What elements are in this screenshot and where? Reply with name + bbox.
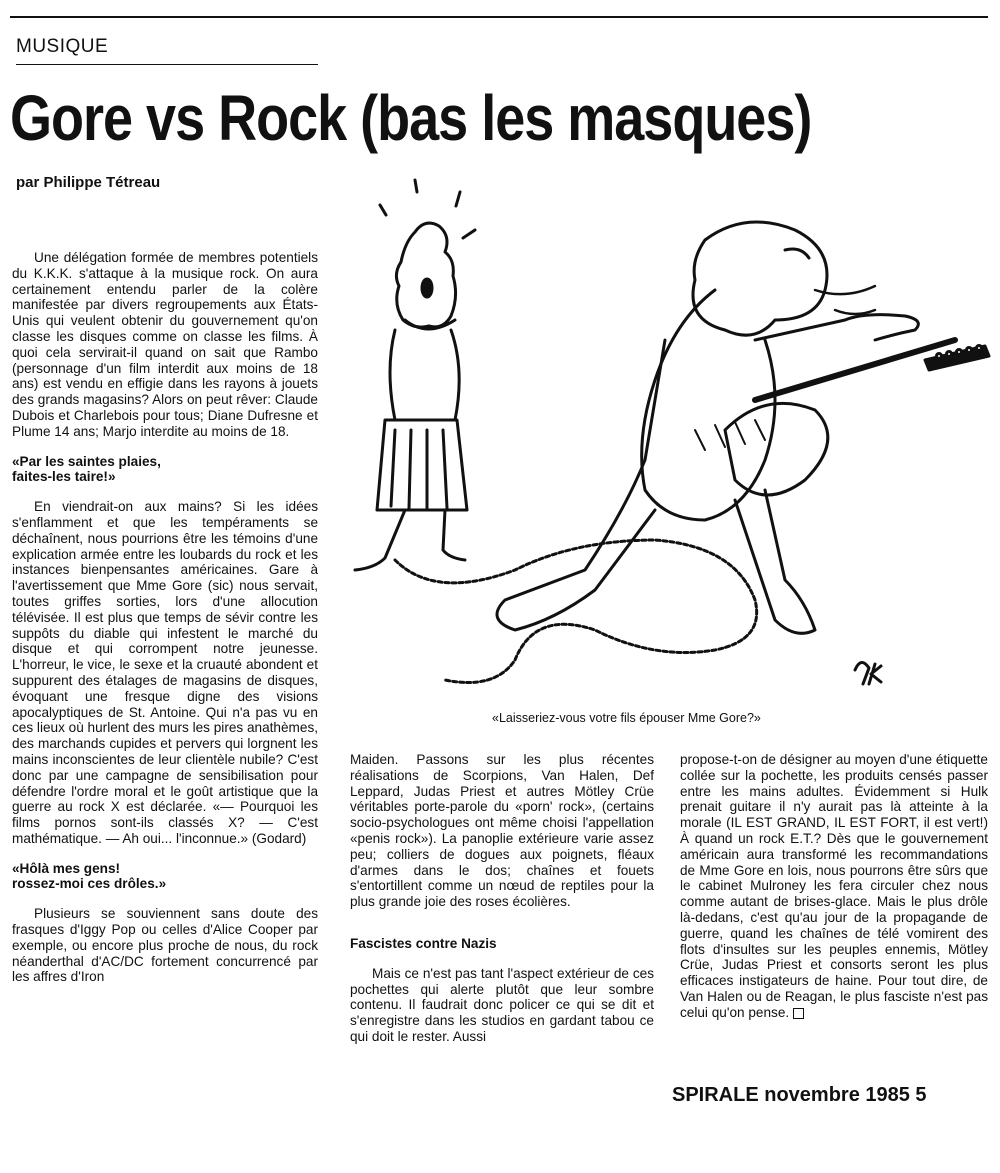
top-rule — [10, 16, 988, 18]
article-title: Gore vs Rock (bas les masques) — [10, 83, 812, 154]
signature-mark — [855, 662, 881, 684]
subheading-line: «Par les saintes plaies, — [12, 453, 161, 469]
shock-mark — [463, 230, 475, 238]
subheading-line: faites-les taire!» — [12, 469, 116, 485]
subheading-line: «Hôlà mes gens! — [12, 860, 121, 876]
paragraph — [680, 752, 988, 1021]
byline: par Philippe Tétreau — [16, 174, 161, 191]
paragraph: Plusieurs se souviennent sans doute des frasques d'Iggy Pop ou celles d'Alice Cooper par exemple, ou encore plus proche de nous, du rock néanderthal d'AC/DC fortement concurrencé par les affres d'Iron — [12, 906, 318, 985]
subheading: Fascistes contre Nazis — [350, 935, 497, 951]
subheading — [12, 454, 318, 486]
paragraph: Maiden. Passons sur les plus récentes réalisations de Scorpions, Van Halen, Def Leppard, Judas Priest et autres Mötley Crüe véritables porte-parole du «porn' rock», (certains socio-psychologues ont même choisi l'appellation «penis rock»). La panoplie extérieure varie assez peu; colliers de dogues aux poignets, fléaux d'armes dans le dos; chaînes et fouets s'entortillent comme un nœud de reptiles pour la plus grande joie des roses écolières. — [350, 752, 654, 910]
section-label: MUSIQUE — [16, 36, 109, 57]
shock-mark — [415, 180, 417, 192]
article-column-3 — [680, 752, 988, 1021]
article-column-1 — [12, 250, 318, 985]
subheading — [12, 861, 318, 893]
cartoon-illustration — [335, 170, 995, 710]
subheading-line: rossez-moi ces drôles.» — [12, 876, 167, 892]
rocker-figure — [497, 222, 989, 633]
dress-tail — [395, 540, 757, 683]
paragraph: Une délégation formée de membres potentiels du K.K.K. s'attaque à la musique rock. On aura certainement entendu parler de la colère manifestée par divers regroupements aux États-Unis qui veulent obtenir du gouvernement qu'on classe les disques comme on classe les films. À quoi cela servirait-il quand on sait que Rambo (personnage d'un film interdit aux moins de 18 ans) est vendu en effigie dans les rayons à jouets des grands magasins? Alors on peut rêver: Claude Dubois et Charlebois pour tous; Diane Dufresne et Plume 14 ans; Marjo interdite au moins de 18. — [12, 250, 318, 439]
article-column-2 — [350, 752, 654, 1045]
end-mark-icon — [793, 1008, 804, 1019]
shock-mark — [456, 192, 460, 206]
paragraph-text: propose-t-on de désigner au moyen d'une étiquette collée sur la pochette, les produits censés passer entre les mains adultes. Évidemment si Hulk prenait guitare il n'y aurait pas là atteinte à la morale (IL EST GRAND, IL EST FORT, il est vert!) À quand un rock E.T.? Dès que le gouvernement américain aura transformé les recommandations de Mme Gore en lois, nous pourrons être sûrs que le cabinet Mulroney les fera circuler chez nous comme autant de brises-glace. Mais le plus drôle là-dedans, c'est qu'au jour de la propagande de guerre, quand les chaînes de télé vomirent des flots d'insultes sur les peuples ennemis, Mötley Crüe, Judas Priest et consorts seront les plus efficaces instigateurs de haine. Pour tout dire, de Van Halen ou de Reagan, le plus fasciste n'est pas celui qu'on pense. — [680, 752, 988, 1020]
paragraph: En viendrait-on aux mains? Si les idées s'enflamment et que les tempéraments se déchaînent, nous pourrions être les témoins d'une explication armée entre les loubards du rock et les instances bienpensantes américaines. Gare à l'avertissement que Mme Gore (sic) nous servait, toutes griffes sorties, lors d'une allocution télévisée. Il est plus que temps de sévir contre les suppôts du diable qui infestent le marché du disque et qui corrompent notre jeunesse. L'horreur, le vice, le sexe et la cruauté abondent et suppurent des étalages de magasins de disques, évoquant une fresque digne des visions apocalyptiques de St. Antoine. Qui n'a pas vu en ces lieux où hurlent des murs les pires anathèmes, des marchands cupides et pervers qui lorgnent les mains inconscientes de leur clientèle nubile? C'est donc par une campagne de sensibilisation pour défendre l'ordre moral et le goût artistique que la guerre au rock X est déclarée. «— Pourquoi les films pornos sont-ils classés X? — C'est mathématique. — Ah oui... l'inconnue.» (Godard) — [12, 499, 319, 846]
illustration-caption: «Laisseriez-vous votre fils épouser Mme Gore?» — [492, 711, 761, 725]
shock-mark — [380, 205, 386, 215]
page-footer: SPIRALE novembre 1985 5 — [672, 1084, 927, 1106]
paragraph: Mais ce n'est pas tant l'aspect extérieur de ces pochettes qui alerte plutôt que leur sombre contenu. Il faudrait donc policer ce qui se dit et s'enregistre dans les studios en gardant tabou ce qui doit le rester. Aussi — [350, 965, 654, 1044]
woman-figure — [355, 223, 467, 570]
section-rule — [16, 64, 318, 65]
